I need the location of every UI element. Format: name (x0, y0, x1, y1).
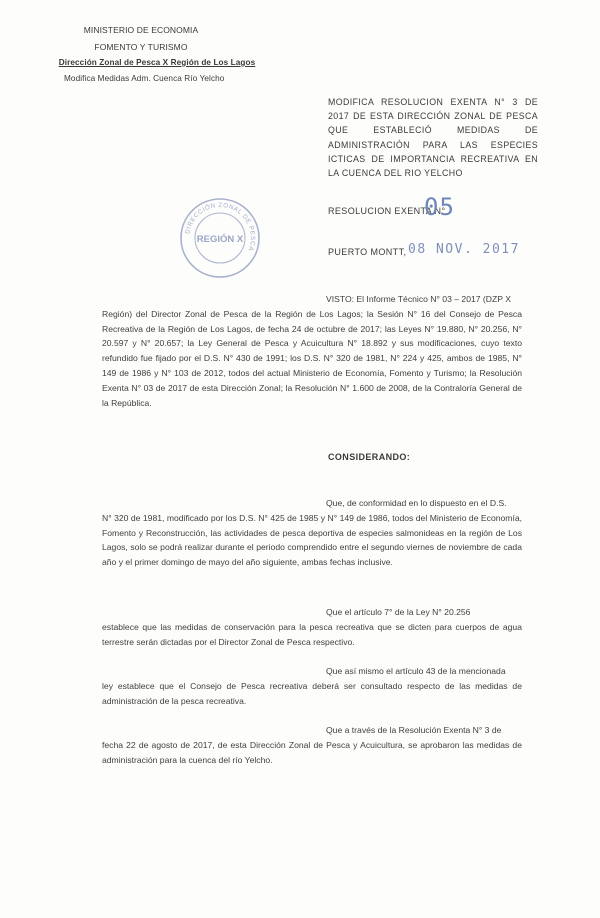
resolution-number: 05 (424, 193, 455, 221)
header-reference: Modifica Medidas Adm. Cuenca Río Yelcho (64, 74, 225, 83)
seal-ring-text: DIRECCIÓN ZONAL DE PESCA (184, 201, 257, 252)
visto-paragraph (102, 292, 522, 410)
considerando-3-body: ley establece que el Consejo de Pesca recreativa deberá ser consultado respecto de las medidas de administración de la pesca recreativa. (102, 680, 522, 706)
considerando-1-lead: Que, de conformidad en lo dispuesto en el D.S. (326, 498, 507, 508)
visto-lead: VISTO: El Informe Técnico N° 03 – 2017 (DZP X (326, 294, 511, 304)
considerando-2-body: establece que las medidas de conservación para la pesca recreativa que se dicten para cuerpos de agua terrestre serán dictadas por el Director Zonal de Pesca respectivo. (102, 621, 522, 647)
considerando-paragraph-4 (102, 723, 522, 767)
considerando-3-lead: Que así mismo el artículo 43 de la mencionada (326, 666, 506, 676)
place-label: PUERTO MONTT, (328, 247, 407, 257)
considerando-1-body: N° 320 de 1981, modificado por los D.S. N° 425 de 1985 y N° 149 de 1986, todos del Ministerio de Economía, Fomento y Reconstrucción, las actividades de pesca deportiva de especies salmonideas en la región de Los Lagos, solo se podrá realizar durante el periodo comprendido entre el segundo viernes de noviembre de cada año y el primer domingo de mayo del año siguiente, ambas fechas inclusive. (102, 512, 522, 568)
official-seal (178, 196, 262, 280)
considerando-paragraph-2 (102, 605, 522, 649)
document-title: MODIFICA RESOLUCION EXENTA N° 3 DE 2017 DE ESTA DIRECCIÓN ZONAL DE PESCA QUE ESTABLECIÓ MEDIDAS DE ADMINISTRACIÓN PARA LAS ESPECIES ICTICAS DE IMPORTANCIA RECREATIVA EN LA CUENCA DEL RIO YELCHO (328, 97, 538, 179)
date-stamp: 08 NOV. 2017 (408, 242, 520, 257)
seal-center-text: REGIÓN X (196, 234, 244, 245)
header-ministry: MINISTERIO DE ECONOMIA (83, 25, 199, 35)
header-ministry-sub: FOMENTO Y TURISMO (94, 42, 188, 52)
header-directorate: Dirección Zonal de Pesca X Región de Los Lagos (58, 58, 256, 67)
considerando-4-lead: Que a través de la Resolución Exenta N° 3 de (326, 725, 502, 735)
considerando-heading: CONSIDERANDO: (328, 452, 411, 462)
considerando-2-lead: Que el artículo 7° de la Ley N° 20.256 (326, 607, 471, 617)
considerando-paragraph-1 (102, 496, 522, 570)
considerando-paragraph-3 (102, 664, 522, 708)
visto-body: Región) del Director Zonal de Pesca de la Región de Los Lagos; la Sesión N° 16 del Consejo de Pesca Recreativa de la Región de Los Lagos, de fecha 24 de octubre de 2017; las Leyes N° 19.880, N° 20.256, N° 20.597 y N° 20.657; la Ley General de Pesca y Acuicultura N° 18.892 y sus modificaciones, cuyo texto refundido fue fijado por el D.S. N° 430 de 1991; los D.S. N° 320 de 1981, N° 224 y 425, ambos de 1985, N° 149 de 1986 y N° 103 de 2012, todos del actual Ministerio de Economía, Fomento y Turismo; la Resolución Exenta N° 03 de 2017 de esta Dirección Zonal; la Resolución N° 1.600 de 2008, de la Contraloría General de la República. (102, 308, 522, 408)
considerando-4-body: fecha 22 de agosto de 2017, de esta Dirección Zonal de Pesca y Acuicultura, se aprobaron las medidas de administración para la cuenca del río Yelcho. (102, 739, 522, 765)
resolution-label: RESOLUCION EXENTA N° (328, 206, 446, 216)
